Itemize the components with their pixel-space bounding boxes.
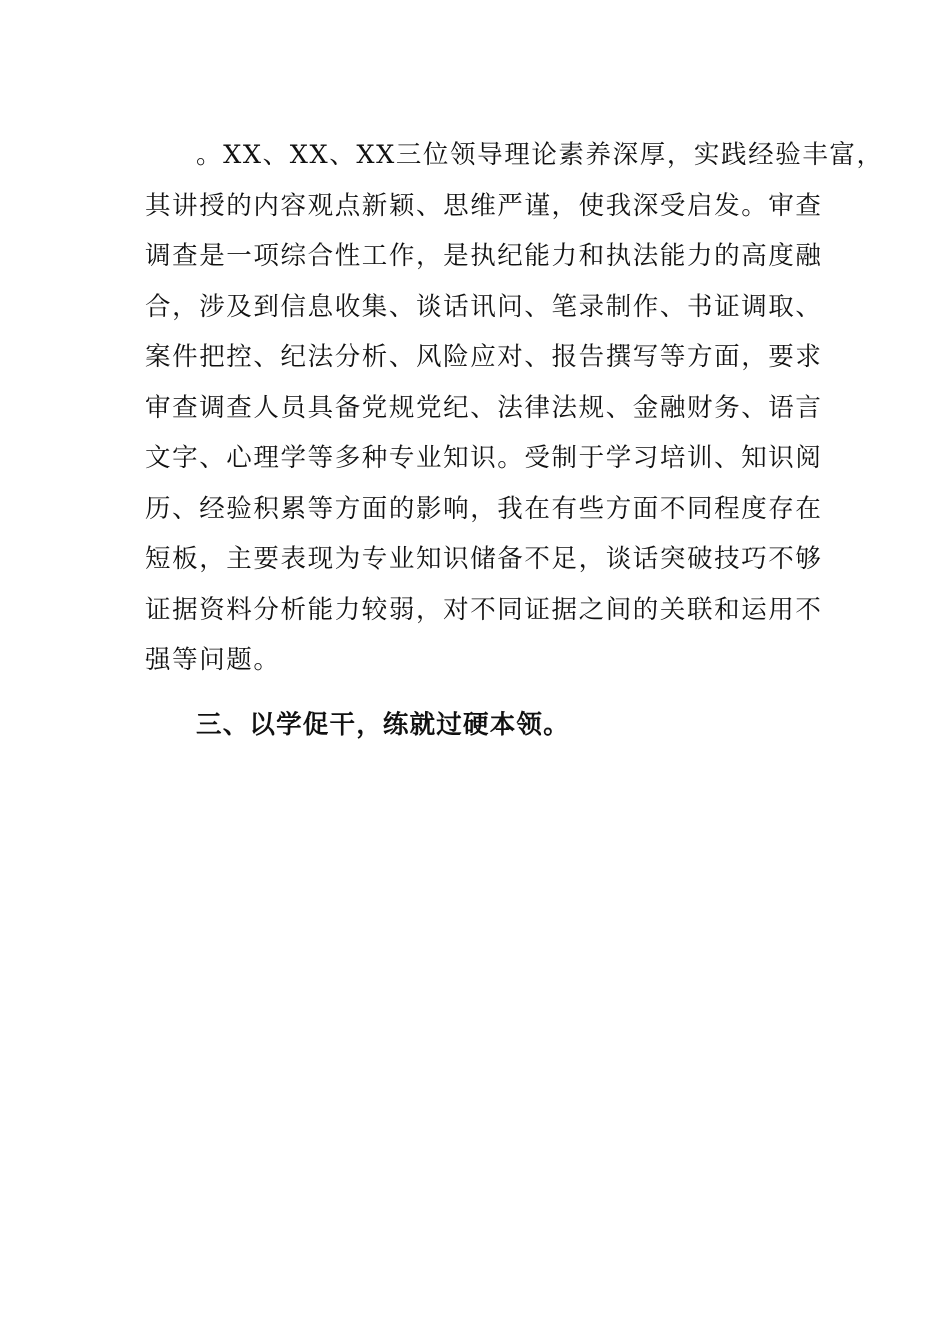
paragraph-line: 调查是一项综合性工作，是执纪能力和执法能力的高度融 bbox=[145, 241, 823, 271]
section-spacer bbox=[145, 686, 825, 700]
section-heading: 三、以学促干，练就过硬本领。 bbox=[196, 709, 570, 740]
paragraph-line: 短板，主要表现为专业知识储备不足，谈话突破技巧不够 bbox=[145, 544, 823, 574]
paragraph-line: 。XX、XX、XX三位领导理论素养深厚，实践经验丰富， bbox=[196, 140, 884, 170]
paragraph-line: 文字、心理学等多种专业知识。受制于学习培训、知识阅 bbox=[145, 443, 823, 473]
paragraph-line: 审查调查人员具备党规党纪、法律法规、金融财务、语言 bbox=[145, 392, 823, 423]
paragraph-line: 其讲授的内容观点新颖、思维严谨，使我深受启发。审查 bbox=[145, 190, 823, 221]
paragraph-line: 合，涉及到信息收集、谈话讯问、笔录制作、书证调取、 bbox=[145, 291, 823, 322]
paragraph-line: 案件把控、纪法分析、风险应对、报告撰写等方面，要求 bbox=[145, 342, 823, 372]
document-body bbox=[145, 130, 884, 750]
paragraph-line: 历、经验积累等方面的影响，我在有些方面不同程度存在 bbox=[145, 493, 823, 524]
paragraph-line: 证据资料分析能力较弱，对不同证据之间的关联和运用不 bbox=[145, 594, 823, 625]
paragraph bbox=[145, 130, 884, 686]
paragraph-line: 强等问题。 bbox=[145, 645, 281, 675]
